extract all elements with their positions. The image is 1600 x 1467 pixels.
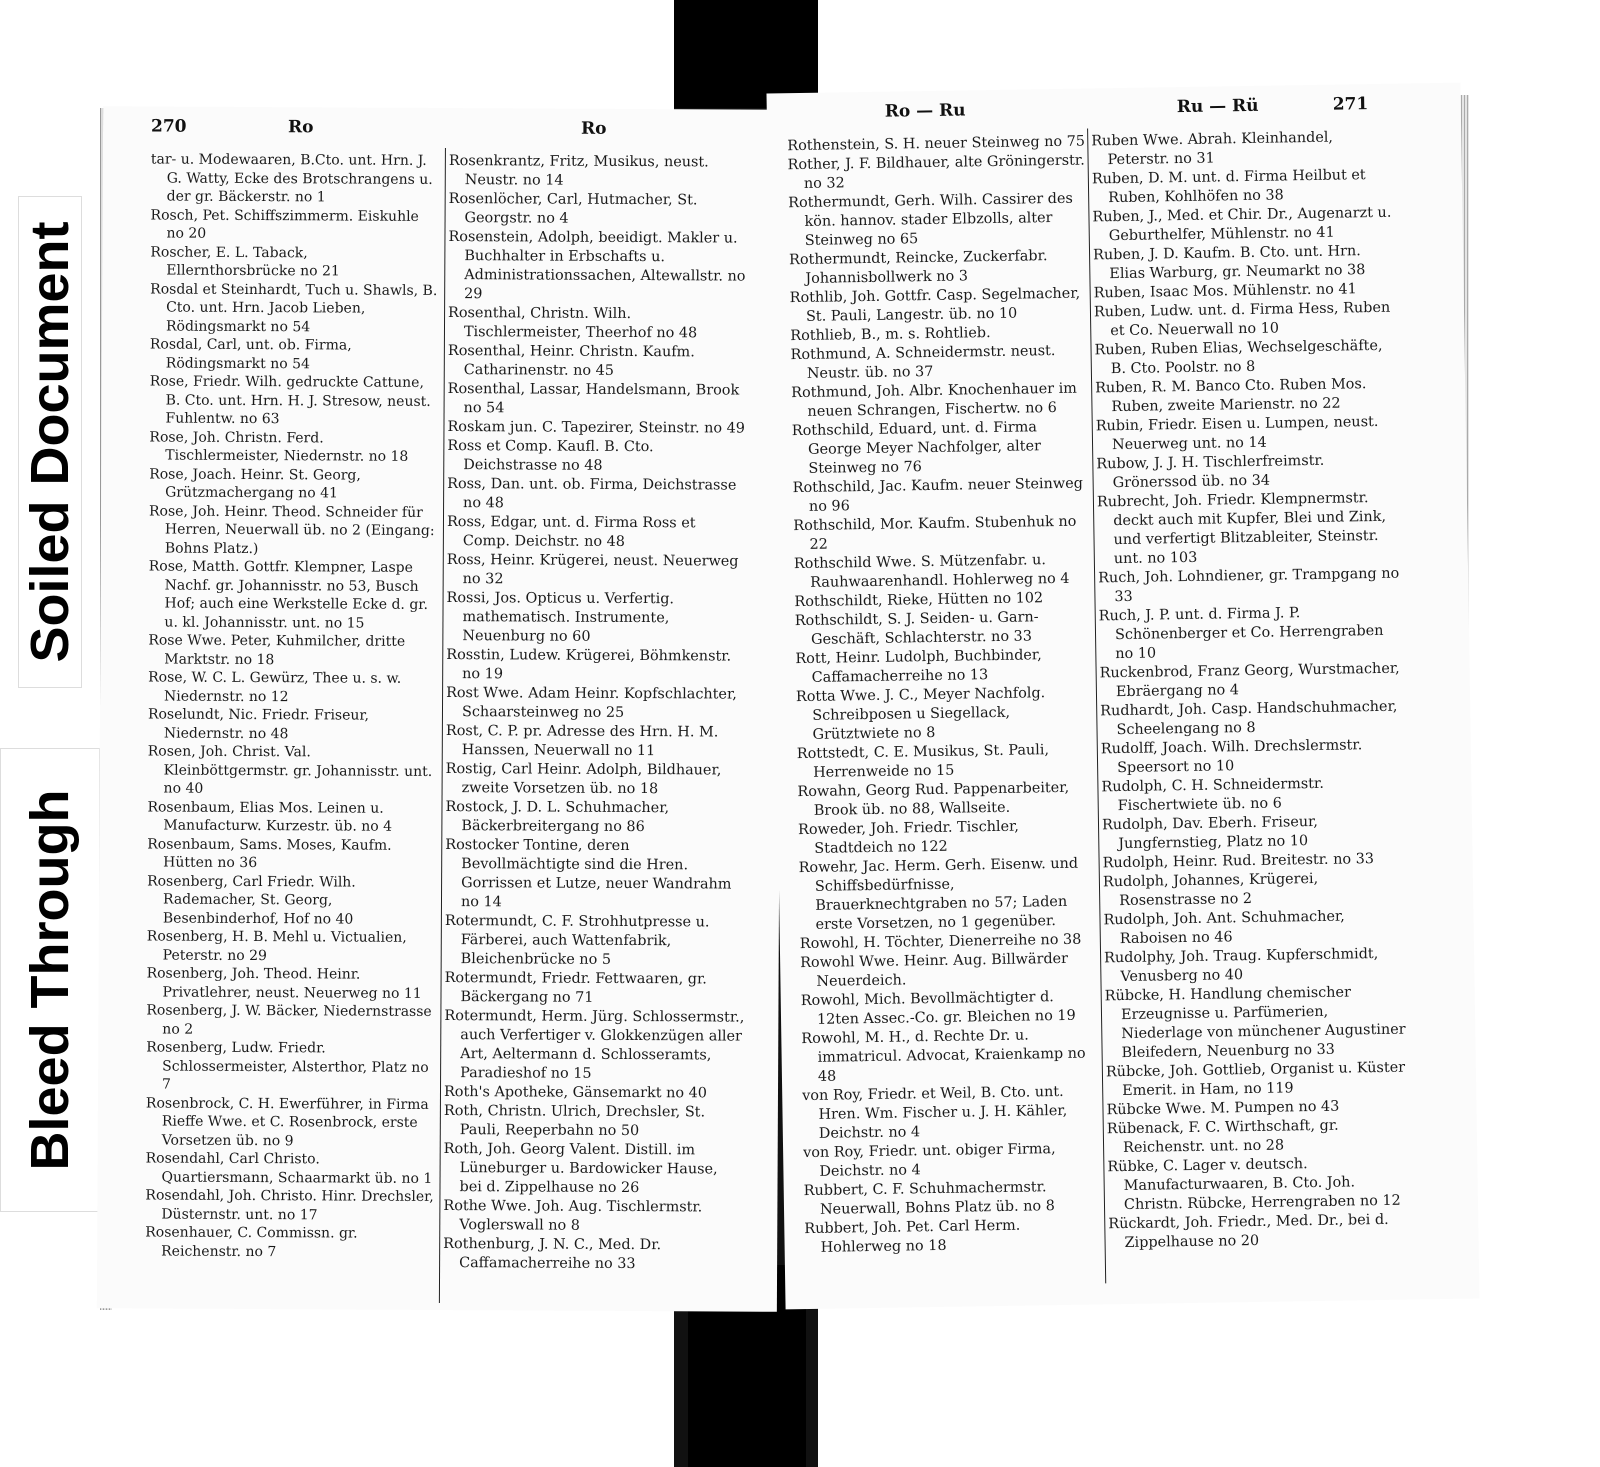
directory-entry: Rubbert, C. F. Schuhmachermstr. Neuerwall, Bohns Platz üb. no 8 — [803, 1179, 1055, 1218]
directory-entry: Rose, Joach. Heinr. St. Georg, Grützmachergang no 41 — [149, 465, 361, 502]
directory-entry: Rose, W. C. L. Gewürz, Thee u. s. w. Niedernstr. no 12 — [148, 669, 402, 705]
page-number-left: 270 — [150, 116, 187, 137]
directory-entry: von Roy, Friedr. et Weil, B. Cto. unt. Hren. Wm. Fischer u. J. H. Kähler, Deichstr. no 4 — [802, 1083, 1068, 1142]
directory-entry: Rott, Heinr. Ludolph, Buchbinder, Caffamacherreihe no 13 — [795, 647, 1042, 686]
soiled-document-label — [18, 196, 82, 688]
directory-entry: Ruben, Isaac Mos. Mühlenstr. no 41 — [1093, 281, 1357, 302]
directory-entry: Roth, Joh. Georg Valent. Distill. im Lüneburger u. Bardowicker Hause, bei d. Zippelhause no 26 — [443, 1141, 718, 1197]
directory-entry: Rose, Matth. Gottfr. Klempner, Laspe Nachf. gr. Johannisstr. no 53, Busch Hof; auch eine Werkstelle Ecke d. gr. u. kl. Johannisstr. unt. no 15 — [148, 558, 428, 632]
directory-entry: Rudolph, Joh. Ant. Schuhmacher, Raboisen no 46 — [1103, 908, 1345, 948]
directory-entry: Rosenberg, J. W. Bäcker, Niedernstrasse no 2 — [146, 1002, 432, 1038]
directory-entry: Rübcke Wwe. M. Pumpen no 43 — [1106, 1098, 1340, 1119]
right-column-header: Ru — Rü — [1176, 95, 1259, 118]
directory-entry: Rothlib, Joh. Gottfr. Casp. Segelmacher, St. Pauli, Langestr. üb. no 10 — [789, 285, 1081, 325]
directory-entry: Rosenberg, Carl Friedr. Wilh. Rademacher, St. Georg, Besenbinderhof, Hof no 40 — [147, 872, 356, 928]
directory-entry: Ruben, J. D. Kaufm. B. Cto. unt. Hrn. Elias Warburg, gr. Neumarkt no 38 — [1092, 243, 1366, 283]
directory-entry: Rosenlöcher, Carl, Hutmacher, St. Georgstr. no 4 — [448, 191, 698, 227]
directory-entry: Rothlieb, B., m. s. Rohtlieb. — [790, 325, 991, 345]
directory-entry: Rothschild Wwe. S. Mützenfabr. u. Rauhwaarenhandl. Hohlerweg no 4 — [793, 552, 1070, 591]
directory-entry: Rosendahl, Carl Christo. Quartiersmann, Schaarmarkt üb. no 1 — [145, 1150, 433, 1187]
directory-entry: Ruben, D. M. unt. d. Firma Heilbut et Ruben, Kohlhöfen no 38 — [1091, 167, 1366, 207]
directory-entry: Rowohl Wwe. Heinr. Aug. Billwärder Neuerdeich. — [800, 950, 1069, 990]
directory-entry: Roth's Apotheke, Gänsemarkt no 40 — [443, 1084, 707, 1102]
directory-entry: Rosenthal, Christn. Wilh. Tischlermeister, Theerhof no 48 — [448, 305, 698, 342]
left-page — [97, 106, 783, 1312]
directory-entry: Rotta Wwe. J. C., Meyer Nachfolg. Schreibposen u Siegellack, Grütztwiete no 8 — [795, 685, 1046, 743]
directory-entry: Rosenstein, Adolph, beeidigt. Makler u. Buchhalter in Erbschafts u. Administrationssachen, Altewallstr. no 29 — [448, 229, 746, 303]
directory-entry: Rothenstein, S. H. neuer Steinweg no 75 — [787, 133, 1086, 155]
directory-entry: Rubbert, Joh. Pet. Carl Herm. Hohlerweg no 18 — [804, 1217, 1021, 1256]
directory-entry: Rosenbaum, Sams. Moses, Kaufm. Hütten no 36 — [147, 835, 392, 872]
directory-entry: Rudolph, Dav. Eberh. Friseur, Jungfernstieg, Platz no 10 — [1101, 813, 1319, 853]
left-column-header: Ro — [287, 117, 314, 138]
directory-entry: Rothmund, Joh. Albr. Knochenhauer im neuen Schrangen, Fischertw. no 6 — [791, 380, 1078, 420]
directory-entry: Ruben, J., Med. et Chir. Dr., Augenarzt u. Geburthelfer, Mühlenstr. no 41 — [1092, 204, 1392, 245]
directory-entry: Rothe Wwe. Joh. Aug. Tischlermstr. Voglerswall no 8 — [443, 1198, 703, 1234]
directory-entry: Rosenberg, H. B. Mehl u. Victualien, Peterstr. no 29 — [146, 928, 407, 964]
directory-entry: Ross, Dan. unt. ob. Firma, Deichstrasse no 48 — [447, 476, 737, 512]
directory-entry: Rothmund, A. Schneidermstr. neust. Neustr. üb. no 37 — [790, 343, 1056, 382]
directory-entry: Ross et Comp. Kaufl. B. Cto. Deichstrasse no 48 — [447, 438, 654, 474]
directory-entry: Rosenthal, Lassar, Handelsmann, Brook no 54 — [447, 381, 740, 417]
directory-entry: Ruch, J. P. unt. d. Firma J. P. Schönenberger et Co. Herrengraben no 10 — [1098, 605, 1384, 663]
directory-entry: Ross, Heinr. Krügerei, neust. Neuerweg no 32 — [446, 552, 739, 588]
directory-entry: Rubin, Friedr. Eisen u. Lumpen, neust. Neuerweg unt. no 14 — [1095, 413, 1379, 454]
directory-entry: Rudolph, Johannes, Krügerei, Rosenstrasse no 2 — [1102, 870, 1319, 910]
directory-entry: Rosenberg, Ludw. Friedr. Schlossermeister, Alsterthor, Platz no 7 — [146, 1039, 429, 1093]
directory-entry: Rosdal et Steinhardt, Tuch u. Shawls, B. Cto. unt. Hrn. Jacob Lieben, Rödingsmarkt no 54 — [150, 280, 438, 335]
directory-entry: Rudolph, C. H. Schneidermstr. Fischertwiete üb. no 6 — [1101, 775, 1324, 815]
directory-entry: Rostock, J. D. L. Schuhmacher, Bäckerbreitergang no 86 — [445, 799, 670, 836]
directory-entry: von Roy, Friedr. unt. obiger Firma, Deichstr. no 4 — [803, 1141, 1056, 1180]
directory-entry: Ruben, Ludw. unt. d. Firma Hess, Ruben et Co. Neuerwall no 10 — [1093, 299, 1391, 340]
directory-entry: Rudolph, Heinr. Rud. Breitestr. no 33 — [1102, 851, 1375, 872]
directory-entry: Rowahn, Georg Rud. Pappenarbeiter, Brook üb. no 88, Wallseite. — [797, 779, 1070, 819]
directory-entry: Rudolphy, Joh. Traug. Kupferschmidt, Venusberg no 40 — [1103, 946, 1379, 986]
directory-entry: Rossi, Jos. Opticus u. Verfertig. mathematisch. Instrumente, Neuenburg no 60 — [446, 590, 675, 645]
directory-entry: Rosch, Pet. Schiffszimmerm. Eiskuhle no 20 — [150, 206, 419, 242]
soiled-document-text: Soiled Document — [20, 221, 80, 663]
directory-entry: Rothschild, Jac. Kaufm. neuer Steinweg no 96 — [792, 475, 1083, 515]
directory-entry: Rother, J. F. Bildhauer, alte Gröningerstr. no 32 — [787, 152, 1085, 192]
bleed-through-label — [0, 748, 100, 1212]
directory-entry: Rothschildt, Rieke, Hütten no 102 — [794, 590, 1044, 611]
directory-entry: tar- u. Modewaaren, B.Cto. unt. Hrn. J. G. Watty, Ecke des Brotschrangens u. der gr. Bäckerstr. no 1 — [150, 151, 433, 206]
directory-entry: Rudolff, Joach. Wilh. Drechslermstr. Speersort no 10 — [1100, 737, 1363, 777]
directory-entry: Ruben Wwe. Abrah. Kleinhandel, Peterstr. no 31 — [1091, 129, 1334, 169]
directory-entry: Rothschildt, S. J. Seiden- u. Garn-Geschäft, Schlachterstr. no 33 — [794, 609, 1039, 648]
directory-entry: Rosenbaum, Elias Mos. Leinen u. Manufacturw. Kurzestr. üb. no 4 — [147, 798, 393, 835]
directory-entry: Rudhardt, Joh. Casp. Handschuhmacher, Scheelengang no 8 — [1100, 698, 1398, 739]
directory-entry: Rosdal, Carl, unt. ob. Firma, Rödingsmarkt no 54 — [149, 336, 352, 372]
directory-entry: Rosenberg, Joh. Theod. Heinr. Privatlehrer, neust. Neuerweg no 11 — [146, 965, 422, 1002]
directory-entry: Rose, Friedr. Wilh. gedruckte Cattune, B. Cto. unt. Hrn. H. J. Stresow, neust. Fuhlentw. no 63 — [149, 373, 431, 428]
directory-entry: Rose, Joh. Heinr. Theod. Schneider für Herren, Neuerwall üb. no 2 (Eingang: Bohns Platz.) — [148, 502, 435, 557]
directory-entry: Rosenkrantz, Fritz, Musikus, neust. Neustr. no 14 — [448, 153, 709, 189]
directory-column — [787, 133, 1103, 1259]
directory-entry: Rosenbrock, C. H. Ewerführer, in Firma Rieffe Wwe. et C. Rosenbrock, erste Vorsetzen üb. no 9 — [145, 1094, 429, 1149]
directory-entry: Rothermundt, Gerh. Wilh. Cassirer des kön. hannov. stader Elbzolls, alter Steinweg no 65 — [788, 190, 1073, 249]
directory-column — [443, 152, 749, 1275]
directory-entry: Rowehr, Jac. Herm. Gerh. Eisenw. und Schiffsbedürfnisse, Brauerknechtgraben no 57; Laden erste Vorsetzen, no 1 gegenüber. — [798, 855, 1079, 933]
directory-entry: Rothenburg, J. N. C., Med. Dr. Caffamacherreihe no 33 — [443, 1236, 662, 1273]
bleed-through-text: Bleed Through — [20, 789, 80, 1171]
directory-entry: Rotermundt, Friedr. Fettwaaren, gr. Bäckergang no 71 — [444, 970, 707, 1006]
directory-entry: Rostocker Tontine, deren Bevollmächtigte sind die Hren. Gorrissen et Lutze, neuer Wandrahm no 14 — [445, 837, 732, 911]
directory-entry: Roscher, E. L. Taback, Ellernthorsbrücke no 21 — [150, 243, 340, 280]
directory-entry: Rowohl, M. H., d. Rechte Dr. u. immatricul. Advocat, Kraienkamp no 48 — [801, 1027, 1086, 1085]
directory-entry: Rowohl, Mich. Bevollmächtigter d. 12ten Assec.-Co. gr. Bleichen no 19 — [800, 989, 1076, 1028]
directory-entry: Rostig, Carl Heinr. Adolph, Bildhauer, zweite Vorsetzen üb. no 18 — [445, 761, 722, 798]
directory-column — [145, 150, 441, 1262]
directory-entry: Roth, Christn. Ulrich, Drechsler, St. Pauli, Reeperbahn no 50 — [443, 1103, 706, 1140]
directory-column — [1091, 128, 1414, 1254]
directory-entry: Rubrecht, Joh. Friedr. Klempnermstr. deckt auch mit Kupfer, Blei und Zink, und verfertigt Blitzableiter, Steinstr. unt. no 103 — [1096, 490, 1387, 568]
directory-entry: Ruckenbrod, Franz Georg, Wurstmacher, Ebräergang no 4 — [1099, 660, 1400, 701]
left-column-header: Ro — Ru — [884, 100, 966, 122]
right-column-header: Ro — [580, 118, 607, 139]
directory-entry: Rose, Joh. Christn. Ferd. Tischlermeister, Niedernstr. no 18 — [149, 428, 409, 465]
directory-entry: Rosenhauer, C. Commissn. gr. Reichenstr. no 7 — [145, 1224, 358, 1260]
directory-entry: Rottstedt, C. E. Musikus, St. Pauli, Herrenweide no 15 — [796, 742, 1050, 781]
directory-entry: Rosendahl, Joh. Christo. Hinr. Drechsler, Düsternstr. unt. no 17 — [145, 1187, 434, 1223]
directory-entry: Roselundt, Nic. Friedr. Friseur, Niedernstr. no 48 — [147, 706, 370, 742]
directory-entry: Roweder, Joh. Friedr. Tischler, Stadtdeich no 122 — [797, 818, 1020, 857]
directory-entry: Rotermundt, C. F. Strohhutpresse u. Färberei, auch Wattenfabrik, Bleichenbrücke no 5 — [444, 913, 710, 968]
page-number-right: 271 — [1332, 94, 1369, 115]
directory-entry: Rowohl, H. Töchter, Dienerreihe no 38 — [799, 931, 1082, 953]
book-gutter-top — [674, 0, 818, 108]
directory-entry: Rothschild, Mor. Kaufm. Stubenhuk no 22 — [793, 513, 1077, 553]
directory-entry: Ruch, Joh. Lohndiener, gr. Trampgang no 33 — [1098, 565, 1400, 606]
directory-entry: Rübcke, Joh. Gottlieb, Organist u. Küster Emerit. in Ham, no 119 — [1105, 1059, 1406, 1100]
directory-entry: Rübcke, H. Handlung chemischer Erzeugnisse u. Parfümerien, Niederlage von münchener Augustiner Bleifedern, Neuenburg no 33 — [1104, 984, 1406, 1062]
directory-entry: Rose Wwe. Peter, Kuhmilcher, dritte Marktstr. no 18 — [148, 632, 406, 668]
directory-entry: Rotermundt, Herm. Jürg. Schlossermstr., auch Verfertiger v. Glokkenzügen aller Art, Aeltermann d. Schlosseramts, Paradieshof no 15 — [444, 1008, 745, 1082]
directory-entry: Rosen, Joh. Christ. Val. Kleinböttgermstr. gr. Johannisstr. unt. no 40 — [147, 743, 433, 797]
right-page — [766, 83, 1479, 1310]
directory-entry: Rosstin, Ludew. Krügerei, Böhmkenstr. no 19 — [446, 647, 732, 683]
directory-entry: Rost, C. P. pr. Adresse des Hrn. H. M. Hanssen, Neuerwall no 11 — [445, 723, 719, 760]
directory-entry: Ruben, R. M. Banco Cto. Ruben Mos. Ruben, zweite Marienstr. no 22 — [1095, 376, 1367, 416]
directory-entry: Rübke, C. Lager v. deutsch. Manufacturwaaren, B. Cto. Joh. Christn. Rübcke, Herrengraben no 12 — [1107, 1156, 1401, 1214]
directory-entry: Ross, Edgar, unt. d. Firma Ross et Comp. Deichstr. no 48 — [446, 514, 696, 550]
directory-entry: Rosenthal, Heinr. Christn. Kaufm. Catharinenstr. no 45 — [447, 343, 695, 379]
directory-entry: Rubow, J. J. H. Tischlerfreimstr. Grönerssod üb. no 34 — [1096, 452, 1325, 492]
directory-entry: Rückardt, Joh. Friedr., Med. Dr., bei d. Zippelhause no 20 — [1108, 1211, 1389, 1252]
directory-entry: Rübenack, F. C. Wirthschaft, gr. Reichenstr. unt. no 28 — [1106, 1117, 1339, 1157]
directory-entry: Rost Wwe. Adam Heinr. Kopfschlachter, Schaarsteinweg no 25 — [446, 685, 737, 721]
directory-entry: Roskam jun. C. Tapezirer, Steinstr. no 49 — [447, 419, 745, 437]
directory-entry: Ruben, Ruben Elias, Wechselgeschäfte, B. Cto. Poolstr. no 8 — [1094, 337, 1383, 378]
directory-entry: Rothschild, Eduard, unt. d. Firma George Meyer Nachfolger, alter Steinweg no 76 — [791, 419, 1042, 477]
directory-entry: Rothermundt, Reincke, Zuckerfabr. Johannisbollwerk no 3 — [788, 248, 1048, 287]
